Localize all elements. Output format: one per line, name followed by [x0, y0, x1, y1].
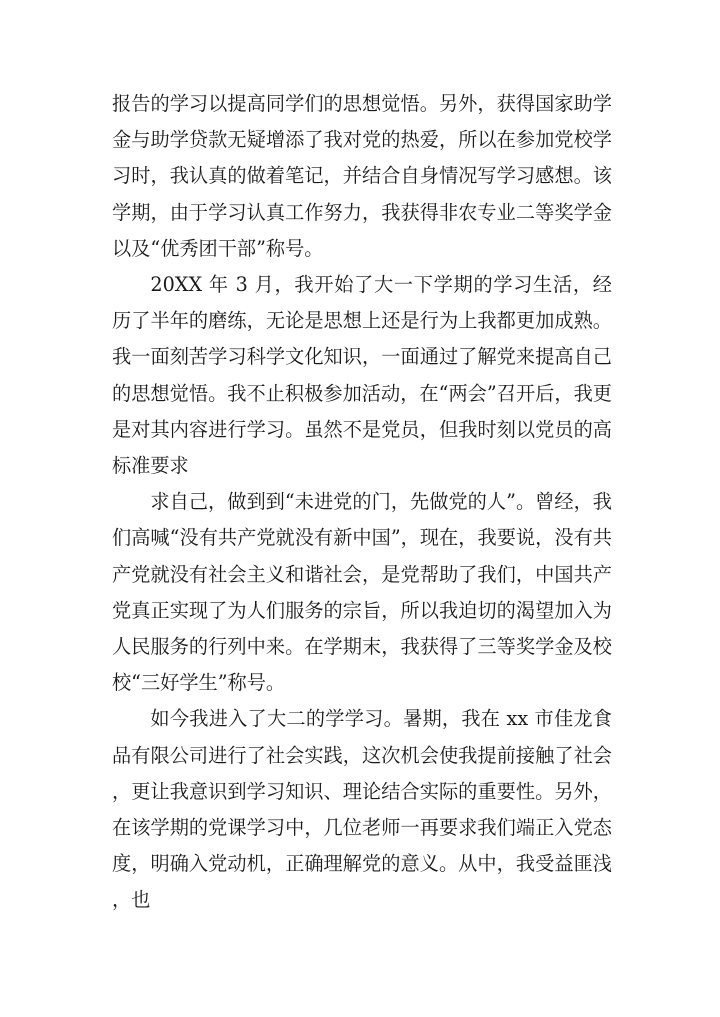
document-body	[112, 86, 612, 919]
paragraph-3: 求自己，做到到“未进党的门，先做党的人”。曾经，我们高喊“没有共产党就没有新中国”，现在，我要说，没有共产党就没有社会主义和谐社会，是党帮助了我们，中国共产党真正实现了为人们服务的宗旨，所以我迫切的渴望加入为人民服务的行列中来。在学期末，我获得了三等奖学金及校校“三好学生”称号。	[112, 490, 612, 695]
paragraph-1: 报告的学习以提高同学们的思想觉悟。另外，获得国家助学金与助学贷款无疑增添了我对党的热爱，所以在参加党校学习时，我认真的做着笔记，并结合自身情况写学习感想。该学期，由于学习认真工作努力，我获得非农专业二等奖学金以及“优秀团干部”称号。	[112, 92, 612, 260]
paragraph-2: 20XX 年 3 月，我开始了大一下学期的学习生活，经历了半年的磨练，无论是思想上还是行为上我都更加成熟。我一面刻苦学习科学文化知识，一面通过了解党来提高自己的思想觉悟。我不止积极参加活动，在“两会”召开后，我更是对其内容进行学习。虽然不是党员，但我时刻以党员的高标准要求	[112, 273, 612, 478]
paragraph-4: 如今我进入了大二的学学习。暑期，我在 xx 市佳龙食品有限公司进行了社会实践，这次机会使我提前接触了社会，更让我意识到学习知识、理论结合实际的重要性。另外，在该学期的党课学习中，几位老师一再要求我们端正入党态度，明确入党动机，正确理解党的意义。从中，我受益匪浅，也	[112, 707, 612, 912]
